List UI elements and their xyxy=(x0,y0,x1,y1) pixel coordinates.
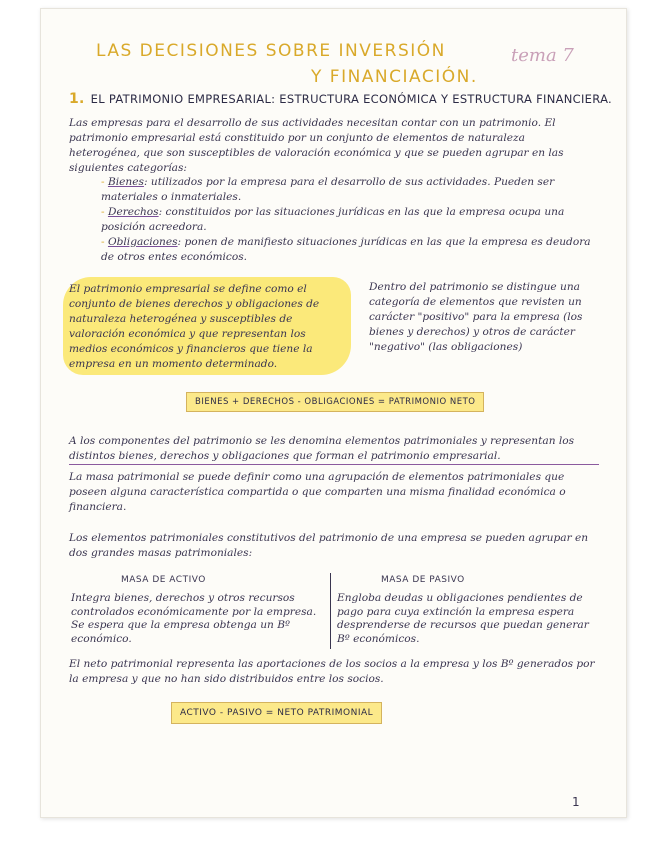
activo-title: MASA DE ACTIVO xyxy=(121,575,206,585)
tema-label: tema 7 xyxy=(511,45,574,66)
category-derechos: - Derechos: constituidos por las situaciones jurídicas en las que la empresa ocupa una posición acreedora. xyxy=(101,206,565,233)
underline-divider xyxy=(69,464,599,465)
activo-text: Integra bienes, derechos y otros recursos controlados económicamente por la empresa. Se espera que la empresa obtenga un Bº económico. xyxy=(71,592,317,645)
definition-highlighted: El patrimonio empresarial se define como el conjunto de bienes derechos y obligaciones de naturaleza heterogénea y susceptibles de valoración económica y que representan los medios económicos y financieros que tiene la empresa en un momento determinado. xyxy=(69,283,320,370)
intro-paragraph: Las empresas para el desarrollo de sus actividades necesitan contar con un patrimonio. El patrimonio empresarial está constituido por un conjunto de elementos de naturaleza heterogénea, que son susceptibles de valoración económica y que se pueden agrupar en las siguientes categorías: xyxy=(69,117,564,174)
page-title-line1: LAS DECISIONES SOBRE INVERSIÓN xyxy=(96,41,446,61)
page-title-line2: Y FINANCIACIÓN. xyxy=(311,67,478,87)
category-text: : constituidos por las situaciones jurídicas en las que la empresa ocupa una posición acreedora. xyxy=(101,206,565,233)
column-divider xyxy=(330,573,331,649)
page-number: 1 xyxy=(572,795,580,809)
notebook-page xyxy=(40,8,627,818)
side-note: Dentro del patrimonio se distingue una categoría de elementos que revisten un carácter "positivo" para la empresa (los bienes y derechos) y otros de carácter "negativo" (las obligaciones) xyxy=(369,281,583,353)
section-number: 1. xyxy=(69,91,85,107)
formula-patrimonio-neto: BIENES + DERECHOS - OBLIGACIONES = PATRIMONIO NETO xyxy=(186,392,484,412)
pasivo-text: Engloba deudas u obligaciones pendientes de pago para cuya extinción la empresa espera desprenderse de recursos que puedan generar Bº económicos. xyxy=(337,592,589,645)
category-text: : ponen de manifiesto situaciones jurídicas en las que la empresa es deudora de otros entes económicos. xyxy=(101,236,591,263)
category-term: Bienes xyxy=(107,176,144,188)
formula-neto-patrimonial: ACTIVO - PASIVO = NETO PATRIMONIAL xyxy=(171,702,382,724)
masa-paragraph: La masa patrimonial se puede definir como una agrupación de elementos patrimoniales que poseen alguna característica compartida o que comparten una misma finalidad económica o financiera. xyxy=(69,471,566,513)
category-term: Obligaciones xyxy=(107,236,178,248)
elements-paragraph: A los componentes del patrimonio se les denomina elementos patrimoniales y representan los distintos bienes, derechos y obligaciones que forman el patrimonio empresarial. xyxy=(69,435,575,462)
category-text: : utilizados por la empresa para el desarrollo de sus actividades. Pueden ser materiales o inmateriales. xyxy=(101,176,555,203)
pasivo-title: MASA DE PASIVO xyxy=(381,575,465,585)
section-heading xyxy=(69,91,612,107)
category-term: Derechos xyxy=(107,206,159,218)
grouping-paragraph: Los elementos patrimoniales constitutivos del patrimonio de una empresa se pueden agrupar en dos grandes masas patrimoniales: xyxy=(69,532,589,559)
neto-paragraph: El neto patrimonial representa las aportaciones de los socios a la empresa y los Bº generados por la empresa y que no han sido distribuidos entre los socios. xyxy=(69,658,595,685)
section-heading-text: EL PATRIMONIO EMPRESARIAL: ESTRUCTURA ECONÓMICA Y ESTRUCTURA FINANCIERA. xyxy=(90,92,612,106)
category-obligaciones: - Obligaciones: ponen de manifiesto situaciones jurídicas en las que la empresa es deudora de otros entes económicos. xyxy=(101,236,591,263)
category-bienes: - Bienes: utilizados por la empresa para el desarrollo de sus actividades. Pueden ser materiales o inmateriales. xyxy=(101,176,555,203)
